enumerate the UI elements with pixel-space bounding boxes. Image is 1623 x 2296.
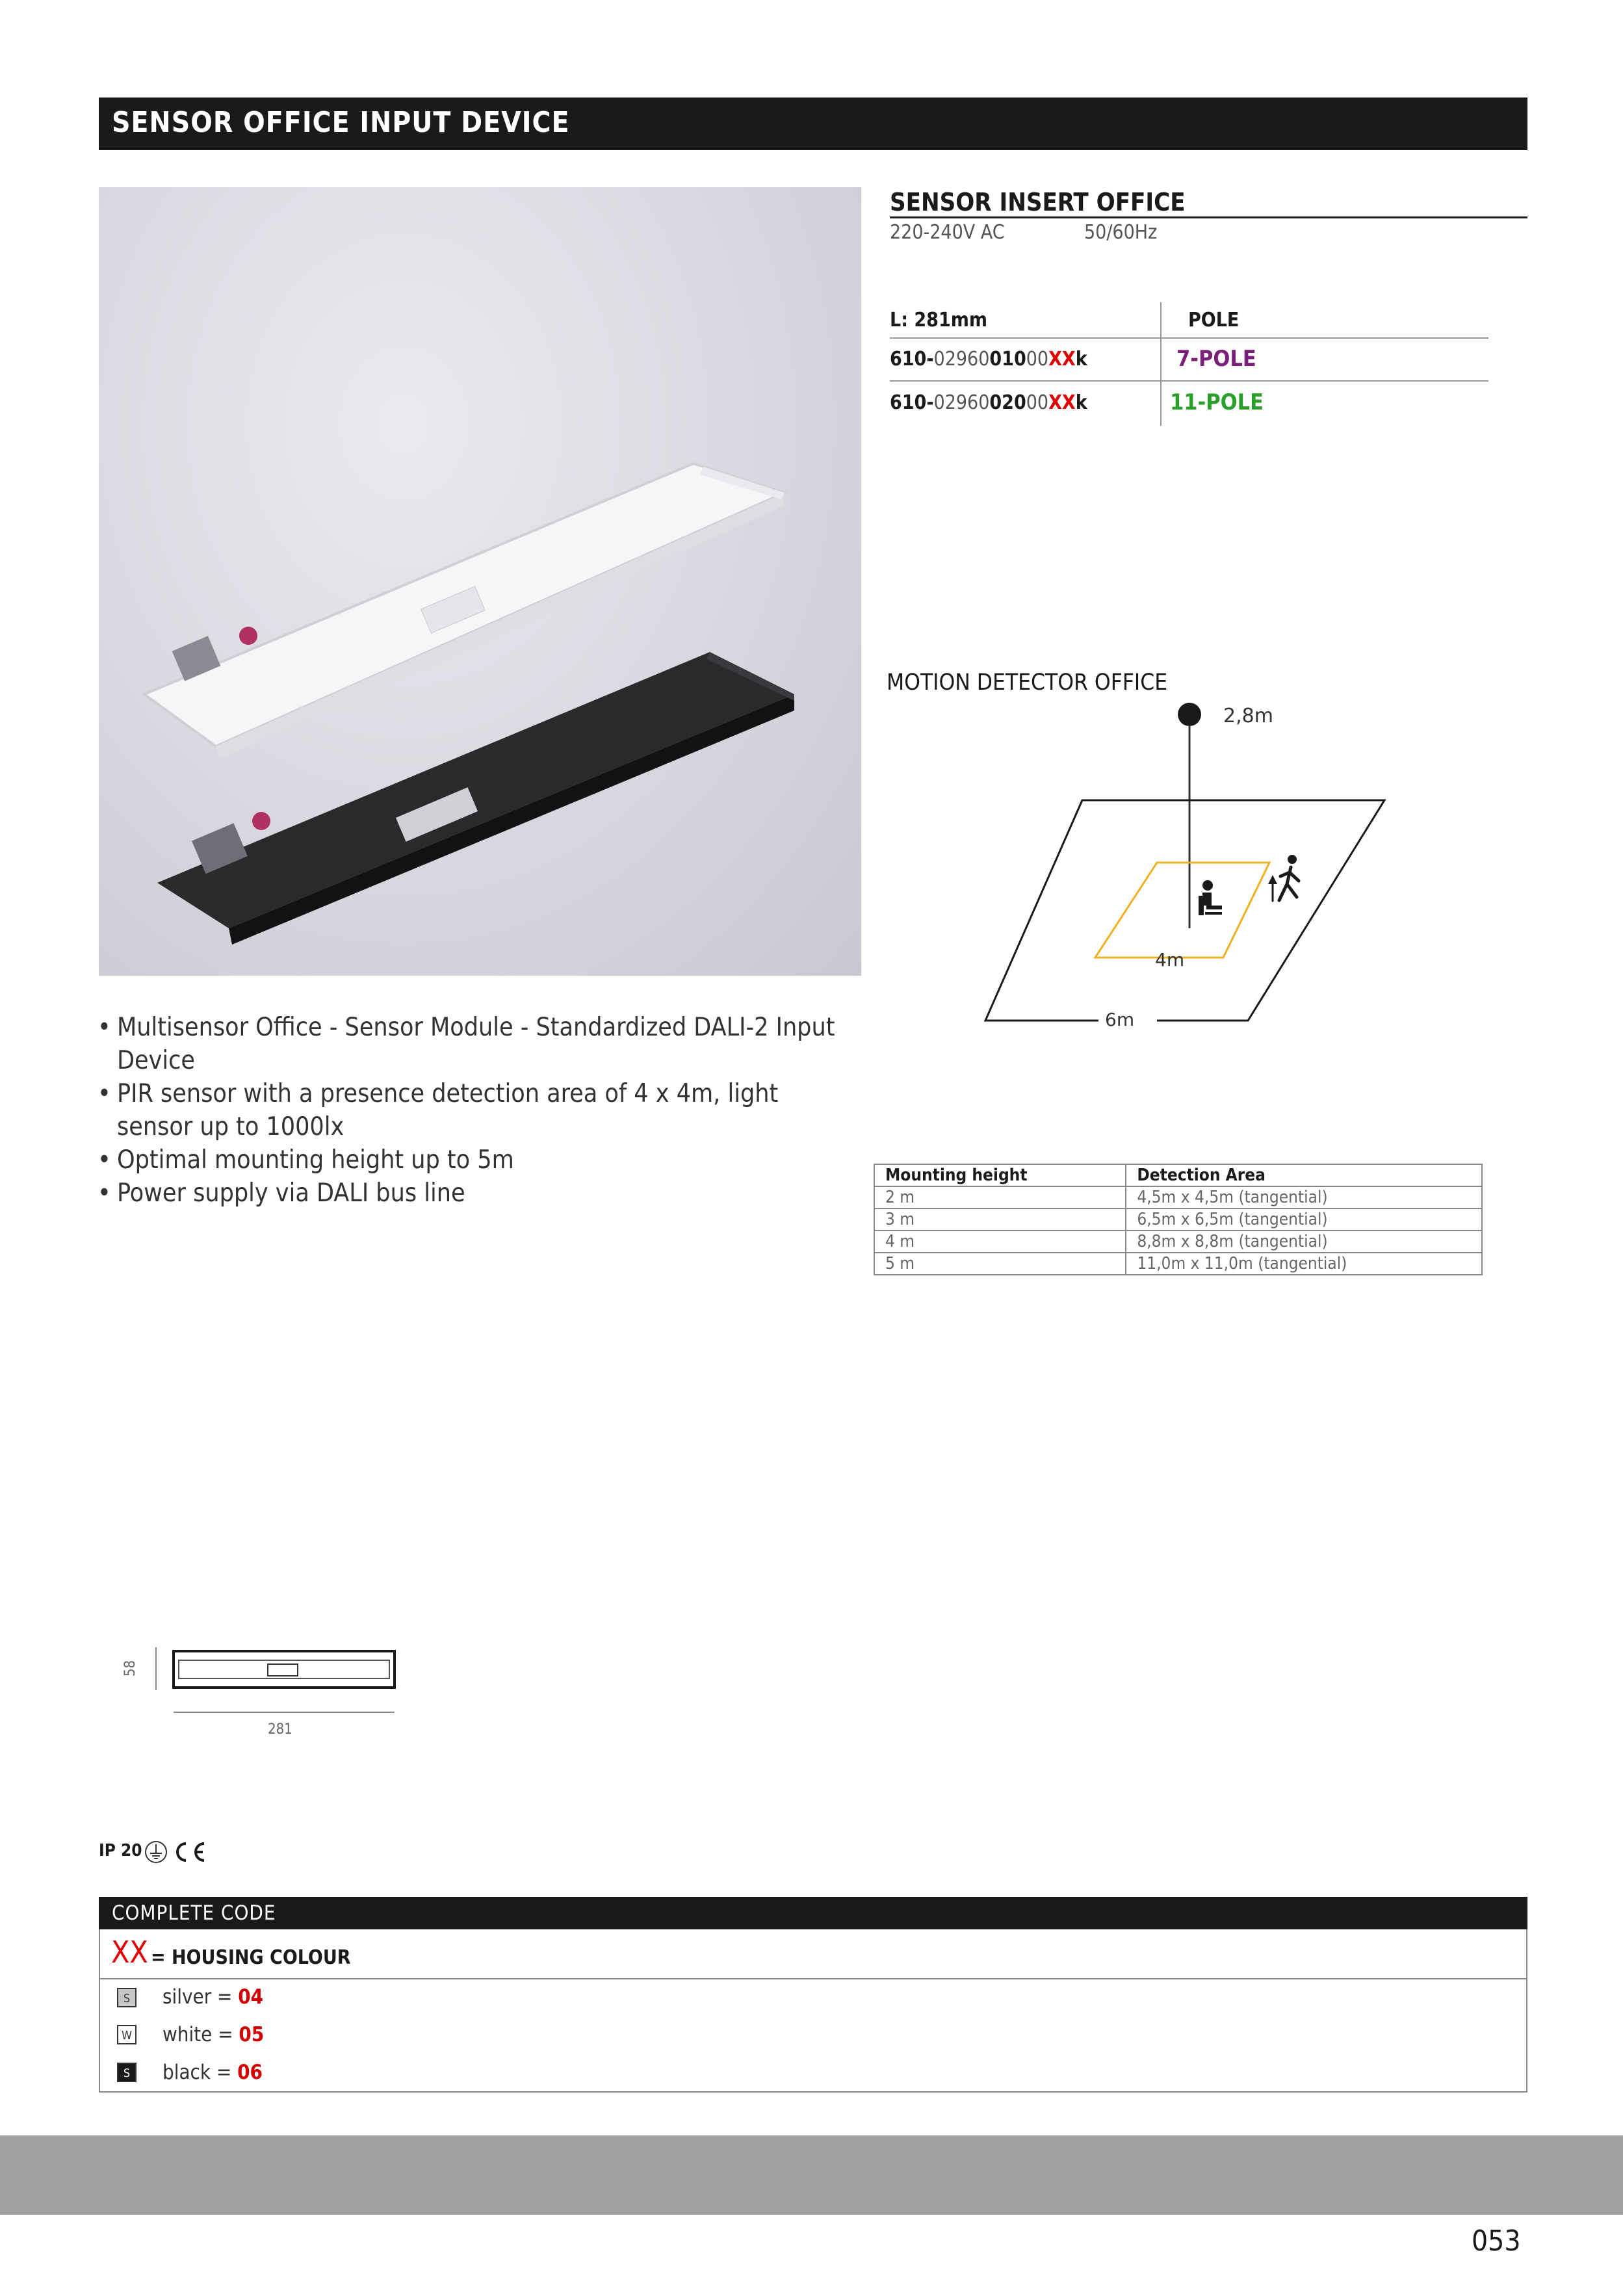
table-divider [890,380,1488,382]
colour-option-silver: silver = 04 [162,1985,264,2009]
footer-band [0,2135,1623,2215]
pole-value: 11-POLE [1170,389,1264,415]
ip-rating: IP 20 [99,1841,142,1860]
xx-description: = HOUSING COLOUR [151,1946,351,1969]
colour-option-white: white = 05 [162,2023,265,2046]
pole-value: 7-POLE [1176,346,1256,372]
table-row [874,1253,1482,1275]
outer-area [985,800,1384,1021]
height-label: 2,8m [1223,705,1273,727]
complete-code-title: COMPLETE CODE [112,1901,276,1925]
column-header: Mounting height [874,1164,1126,1186]
list-item: • Optimal mounting height up to 5m [97,1145,514,1175]
dimension-length: 281 [268,1721,292,1738]
motion-detector-diagram [962,689,1417,1053]
protective-earth-icon [146,1842,166,1862]
silver-swatch: S [117,1988,136,2007]
length-header: L: 281mm [890,309,987,332]
section-title: SENSOR INSERT OFFICE [890,188,1186,216]
table-divider [1160,302,1162,426]
table-cell: 6,5m x 6,5m (tangential) [1126,1208,1482,1231]
black-swatch: S [117,2063,136,2082]
list-item: • Multisensor Office - Sensor Module - Standardized DALI-2 Input Device [97,1013,835,1075]
inner-size-label: 4m [1155,949,1185,971]
table-row [874,1208,1482,1231]
dimension-height: 58 [122,1660,139,1677]
certification-marks [144,1836,222,1868]
xx-placeholder: XX [111,1935,148,1970]
walking-person-icon [1268,855,1299,901]
page-title: SENSOR OFFICE INPUT DEVICE [112,106,570,139]
table-row [874,1186,1482,1208]
sensor-dot-icon [1178,703,1201,726]
frequency-spec: 50/60Hz [1084,221,1158,244]
complete-code-band [99,1897,1527,1929]
table-cell: 3 m [874,1208,1126,1231]
table-header-row [874,1164,1482,1186]
detection-table [874,1164,1483,1275]
list-item: • Power supply via DALI bus line [97,1179,465,1208]
inner-area [1095,863,1269,958]
article-code: 610-0296002000XXk [890,391,1087,414]
dimension-drawing [149,1645,409,1723]
list-item: • PIR sensor with a presence detection area of 4 x 4m, light sensor up to 1000lx [97,1079,779,1141]
diagram-title: MOTION DETECTOR OFFICE [887,670,1168,696]
product-photo [99,187,861,976]
table-cell: 2 m [874,1186,1126,1208]
pole-header: POLE [1188,309,1240,332]
feature-list [97,1011,858,1210]
divider [890,216,1527,218]
column-header: Detection Area [1126,1164,1482,1186]
table-cell: 4 m [874,1231,1126,1253]
divider [99,1978,1527,1979]
outer-size-label: 6m [1105,1009,1135,1030]
article-code: 610-0296001000XXk [890,348,1087,371]
table-cell: 4,5m x 4,5m (tangential) [1126,1186,1482,1208]
ce-mark-icon [177,1844,204,1860]
luminaire-illustration [99,187,861,976]
table-cell: 5 m [874,1253,1126,1275]
table-cell: 8,8m x 8,8m (tangential) [1126,1231,1482,1253]
page-number: 053 [1472,2224,1521,2258]
seated-person-icon [1199,880,1222,915]
table-divider [890,337,1488,339]
white-swatch: W [117,2025,136,2044]
table-row [874,1231,1482,1253]
table-cell: 11,0m x 11,0m (tangential) [1126,1253,1482,1275]
voltage-spec: 220-240V AC [890,221,1005,244]
colour-option-black: black = 06 [162,2061,263,2084]
